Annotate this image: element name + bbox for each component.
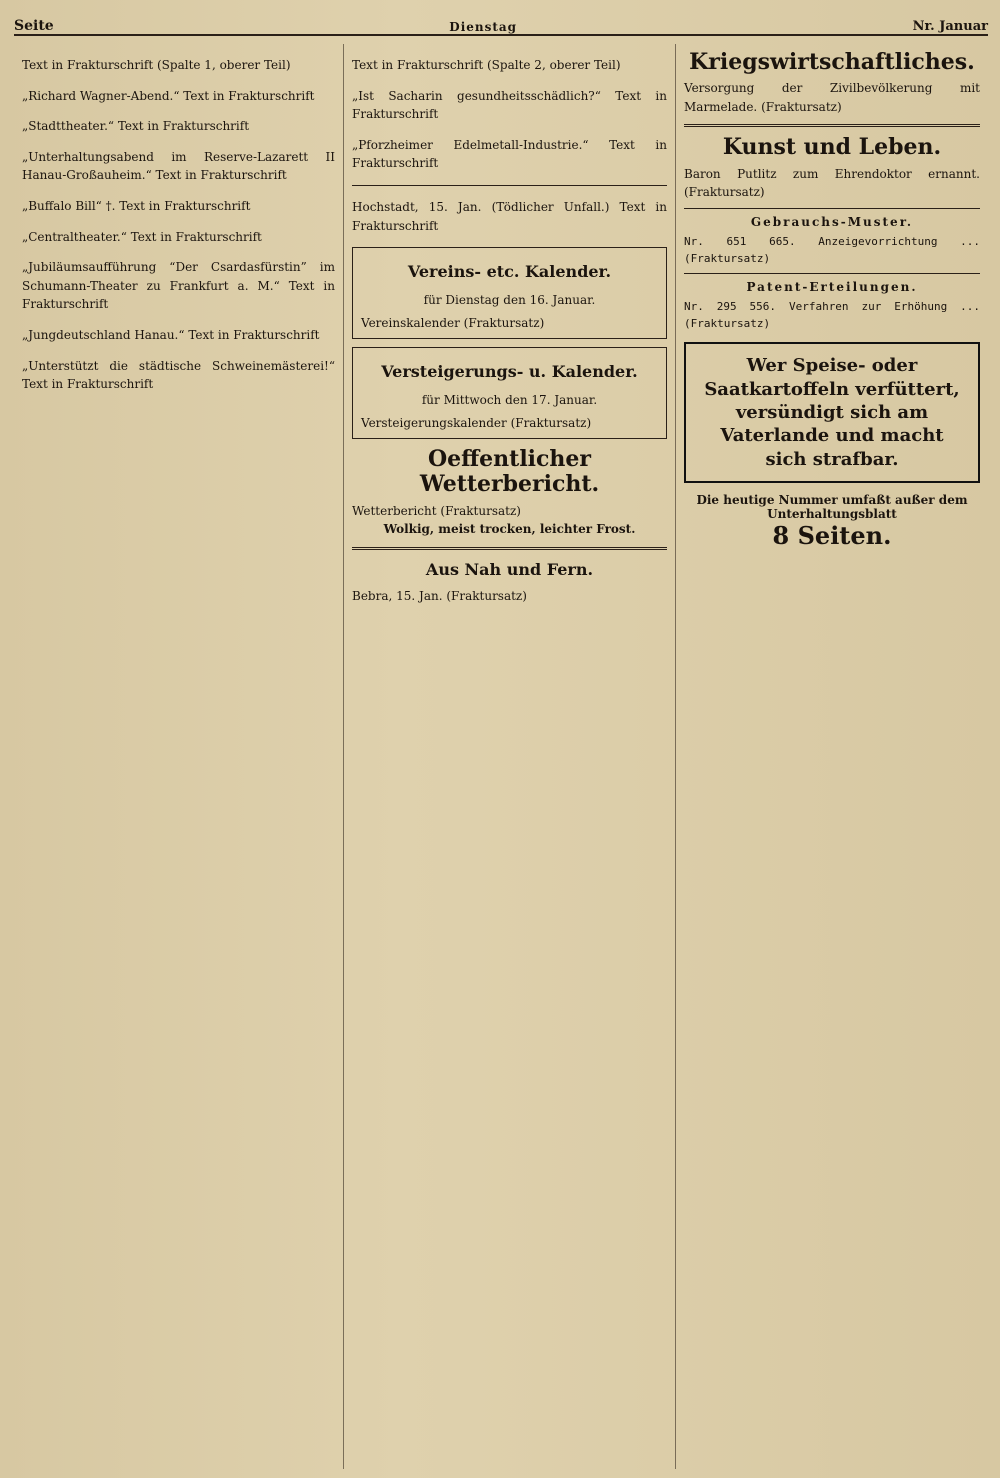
divider — [352, 185, 667, 186]
column-1 — [14, 44, 344, 1469]
wetter-text: Wetterbericht (Fraktursatz) — [352, 503, 521, 518]
c1-paragraph: „Unterhaltungsabend im Reserve-Lazarett II Hanau-Großauheim.“ Text in Frakturschrift — [22, 149, 335, 183]
notice-line: Wer Speise- oder Saatkartoffeln verfüttert, — [704, 355, 960, 400]
nah-fern-text: Bebra, 15. Jan. (Fraktursatz) — [352, 588, 527, 603]
notice-box — [684, 342, 980, 483]
kriegswirtschaft-text: Versorgung der Zivilbevölkerung mit Marmelade. (Fraktursatz) — [684, 81, 980, 114]
columns — [14, 44, 988, 1469]
column-1-body — [22, 56, 335, 394]
c1-paragraph: „Jungdeutschland Hanau.“ Text in Frakturschrift — [22, 327, 320, 342]
vereins-kalender-text: Vereinskalender (Fraktursatz) — [361, 315, 545, 330]
notice-line: sich strafbar. — [765, 448, 899, 470]
kunst-title: Kunst und Leben. — [722, 134, 942, 161]
footer-large: 8 Seiten. — [772, 521, 892, 551]
versteigerungs-kalender-text: Versteigerungskalender (Fraktursatz) — [361, 415, 592, 430]
footer-small: Die heutige Nummer umfaßt außer dem Unterhaltungsblatt — [696, 493, 968, 522]
column-3 — [676, 44, 988, 1469]
vereins-kalender-subtitle: für Dienstag den 16. Januar. — [423, 292, 596, 307]
nah-fern-title: Aus Nah und Fern. — [425, 559, 594, 579]
gebrauchsmuster-text: Nr. 651 665. Anzeigevorrichtung ... (Fraktursatz) — [684, 234, 980, 266]
double-rule — [684, 124, 980, 127]
wetter-title: Oeffentlicher Wetterbericht. — [419, 446, 600, 498]
wetter-forecast: Wolkig, meist trocken, leichter Frost. — [383, 522, 636, 537]
c1-paragraph: „Richard Wagner-Abend.“ Text in Frakturschrift — [22, 88, 315, 103]
double-rule — [352, 547, 667, 550]
divider — [684, 208, 980, 209]
versteigerungs-kalender-box — [352, 347, 667, 439]
c2-paragraph: Hochstadt, 15. Jan. (Tödlicher Unfall.) Text in Frakturschrift — [352, 199, 667, 233]
c1-paragraph: „Centraltheater.“ Text in Frakturschrift — [22, 229, 262, 244]
versteigerungs-kalender-title: Versteigerungs- u. Kalender. — [381, 362, 638, 382]
c2-paragraph: „Pforzheimer Edelmetall-Industrie.“ Text in Frakturschrift — [352, 137, 667, 171]
issue-footer — [684, 493, 980, 550]
c1-paragraph: „Unterstützt die städtische Schweinemästerei!“ Text in Frakturschrift — [22, 358, 335, 392]
c1-paragraph: „Stadttheater.“ Text in Frakturschrift — [22, 119, 250, 134]
column-2-body — [352, 56, 667, 605]
column-2 — [344, 44, 676, 1469]
patent-title: Patent-Erteilungen. — [746, 280, 918, 295]
page-header — [14, 10, 988, 36]
header-left: Seite — [14, 18, 54, 34]
kunst-text: Baron Putlitz zum Ehrendoktor ernannt. (Fraktursatz) — [684, 166, 980, 200]
notice-line: versündigt sich am Vaterlande und macht — [720, 401, 944, 447]
c1-paragraph: „Buffalo Bill“ †. Text in Frakturschrift — [22, 198, 251, 213]
c2-paragraph: Text in Frakturschrift (Spalte 2, oberer Teil) — [352, 58, 621, 72]
vereins-kalender-box — [352, 247, 667, 339]
patent-text: Nr. 295 556. Verfahren zur Erhöhung ... (Fraktursatz) — [684, 300, 980, 331]
kriegswirtschaft-title: Kriegswirtschaftliches. — [689, 49, 975, 75]
versteigerungs-kalender-subtitle: für Mittwoch den 17. Januar. — [421, 392, 598, 407]
c2-paragraph: „Ist Sacharin gesundheitsschädlich?“ Text in Frakturschrift — [352, 88, 667, 122]
c1-paragraph: „Jubiläumsaufführung “Der Csardasfürstin” im Schumann-Theater zu Frankfurt a. M.“ Text in Frakturschrift — [22, 260, 335, 312]
divider — [684, 273, 980, 274]
header-center: Dienstag — [449, 20, 518, 34]
header-right: Nr. Januar — [912, 19, 988, 34]
c1-paragraph: Text in Frakturschrift (Spalte 1, oberer Teil) — [22, 58, 291, 72]
gebrauchsmuster-title: Gebrauchs-Muster. — [750, 214, 914, 229]
vereins-kalender-title: Vereins- etc. Kalender. — [407, 262, 612, 282]
